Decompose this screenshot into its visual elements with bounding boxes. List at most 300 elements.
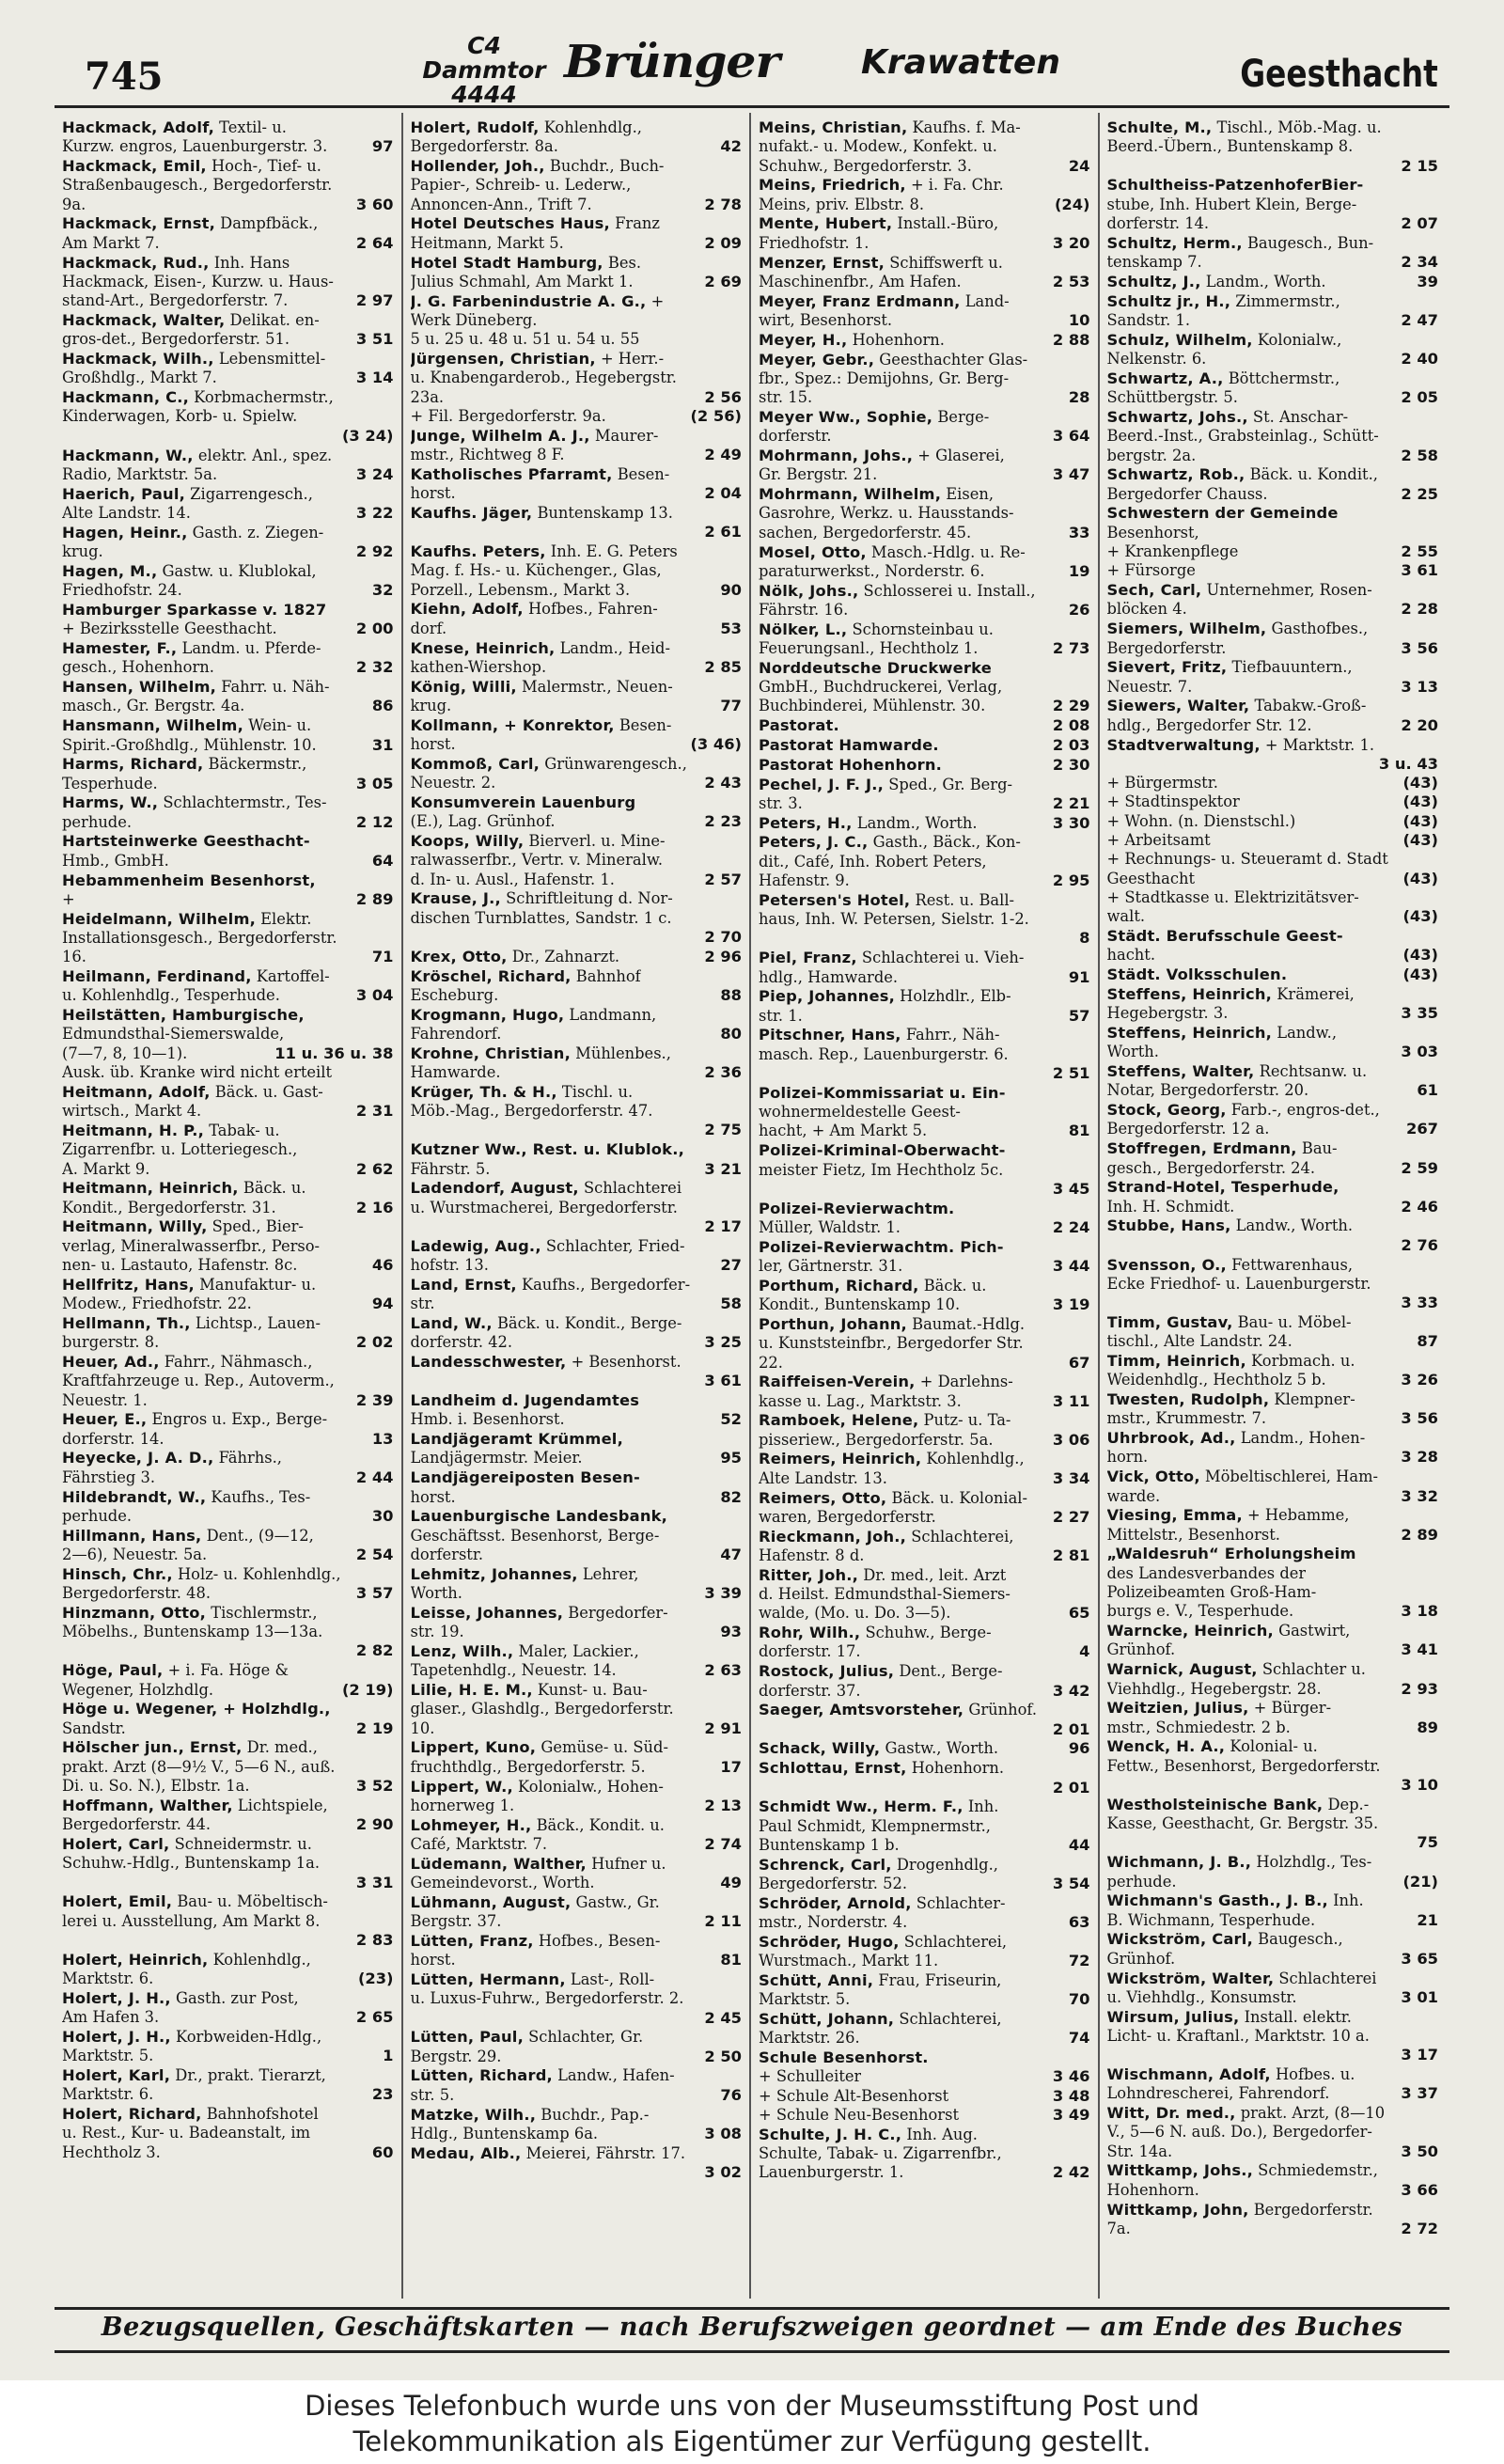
directory-entry [1107,620,1439,658]
phone-number: 2 15 [1401,156,1438,175]
directory-entry [62,157,394,214]
entry-text: Zigarrenfbr. u. Lotteriegesch., [62,1140,298,1159]
entry-line [411,1256,743,1275]
directory-entry [1107,1660,1439,1699]
entry-text: Licht- u. Kraftanl., Marktstr. 10 a. [1106,2026,1370,2045]
phone-number: 3 20 [1052,233,1090,252]
directory-entry [1107,2065,1439,2104]
entry-line [759,1856,1090,1875]
phone-number: (24) [1054,195,1090,213]
phone-number: (2 19) [341,1680,394,1699]
entry-text: Am Markt 7. [62,233,160,252]
footer-rule-top [55,2307,1449,2310]
entry-line [1107,2084,1439,2103]
entry-text: Twesten, Rudolph, Klempner- [1106,1390,1355,1409]
entry-line [1107,2123,1439,2142]
entry-text: u. Knabengarderob., Hegebergstr. [410,369,677,387]
entry-text: blöcken 4. [1106,600,1187,619]
entry-text: (E.), Lag. Grünhof. [410,812,556,831]
entry-line [759,504,1090,523]
directory-entry [62,311,394,350]
directory-entry [411,793,743,832]
directory-entry [62,678,394,716]
directory-entry [411,889,743,947]
directory-entry [759,1084,1090,1141]
directory-entry [759,1971,1090,2010]
entry-line [411,427,743,446]
entry-text: Heilstätten, Hamburgische, [62,1006,305,1025]
entry-line [1107,1467,1439,1486]
directory-entry [1107,1024,1439,1062]
entry-line [62,2008,394,2027]
directory-entry [759,582,1090,620]
entry-line [759,118,1090,137]
phone-number: 2 90 [355,1815,394,1834]
entry-line [62,1217,394,1236]
entry-text: Tapetenhdlg., Neuestr. 14. [410,1661,617,1680]
directory-entry [62,1835,394,1892]
entry-text: Großhdlg., Markt 7. [62,369,217,387]
phone-number: 3 08 [704,2124,742,2142]
directory-entry [759,1933,1090,1971]
directory-entry [62,1122,394,1179]
entry-text: Müller, Waldstr. 1. [759,1217,901,1236]
entry-text: Norddeutsche Druckwerke [759,658,992,677]
entry-line [62,504,394,523]
entry-text: Kasse, Geesthacht, Gr. Bergstr. 35. [1106,1814,1379,1833]
entry-text: u. Wurstmacherei, Bergedorferstr. [410,1198,678,1216]
entry-text: lerei u. Ausstellung, Am Markt 8. [62,1911,321,1930]
entry-line [62,1815,394,1834]
phone-number: 3 66 [1401,2180,1438,2199]
entry-text: + Krankenpflege [1106,542,1239,561]
directory-entry [759,814,1090,833]
directory-entry [62,639,394,678]
phone-number: 10 [1068,310,1090,329]
entry-line [1107,600,1439,619]
entry-line [62,1488,394,1507]
entry-line [411,774,743,793]
entry-text: dorferstr. 42. [410,1333,513,1352]
directory-entry [759,1238,1090,1277]
entry-text: Hackmack, Emil, Hoch-, Tief- u. [62,157,321,176]
entry-line [411,1719,743,1738]
entry-text: Lippert, Kuno, Gemüse- u. Süd- [410,1738,668,1757]
entry-text: krug. [62,542,103,561]
entry-line [1107,620,1439,638]
phone-number: 27 [720,1256,742,1275]
entry-line [411,1044,743,1063]
entry-text: Landesschwester, + Besenhorst. [410,1353,682,1371]
entry-text: Holert, Heinrich, Kohlenhdlg., [62,1950,311,1969]
entry-text: Lütten, Hermann, Last-, Roll- [410,1970,655,1988]
entry-line [1107,850,1439,869]
entry-text: Porzell., Lebensm., Markt 3. [410,580,631,599]
entry-line [62,1777,394,1796]
directory-entry [1107,1737,1439,1795]
entry-text: Stock, Georg, Farb.-, engros-det., [1106,1101,1380,1120]
entry-text: Geesthacht [1106,869,1196,887]
entry-line [411,1410,743,1429]
entry-text: Schuhw., Bergedorferstr. 3. [759,156,972,175]
directory-entry [1107,1970,1439,2008]
phone-number: 2 46 [1401,1197,1438,1216]
entry-line [759,1354,1090,1373]
entry-text: horst. [410,1487,456,1506]
entry-text: Steffens, Heinrich, Landw., [1106,1023,1338,1042]
entry-line [1107,736,1439,755]
entry-line [411,967,743,986]
directory-entry [1107,697,1439,735]
phone-number: 24 [1068,156,1090,175]
entry-text: Heitmann, Markt 5. [410,233,564,252]
phone-number: (23) [357,1970,394,1987]
entry-line [411,658,743,677]
entry-line [759,2010,1090,2029]
phone-number: 91 [1068,967,1090,986]
entry-line [1107,1602,1439,1621]
phone-number: 2 55 [1401,542,1438,561]
entry-line [62,1623,394,1641]
entry-line [411,1006,743,1025]
entry-line [411,388,743,407]
entry-line [62,1122,394,1140]
entry-text: „Waldesruh“ Erholungsheim [1106,1545,1356,1563]
footer-advertisement: Bezugsquellen, Geschäftskarten — nach Berufszweigen geordnet — am Ende des Buches [101,2313,1403,2342]
entry-text: dorferstr. 37. [759,1681,861,1700]
entry-text: Sievert, Fritz, Tiefbauuntern., [1106,658,1353,677]
entry-line [411,1160,743,1179]
entry-line [411,1874,743,1892]
entry-line [1107,1950,1439,1969]
entry-text: Strand-Hotel, Tesperhude, [1106,1178,1340,1197]
phone-number: 3 45 [1052,1179,1090,1198]
entry-text: Schmidt Ww., Herm. F., Inh. [759,1797,999,1816]
entry-line [62,1430,394,1449]
entry-line [759,2067,1090,2086]
entry-line [759,871,1090,890]
directory-entry [411,1604,743,1642]
entry-line [1107,1352,1439,1371]
entry-text: + Stadtkasse u. Elektrizitätsver- [1106,887,1359,906]
phone-number: 2 29 [1052,697,1090,715]
entry-text: kathen-Wiershop. [410,657,547,676]
directory-entry [1107,1139,1439,1178]
entry-line [759,196,1090,214]
entry-line [759,1701,1090,1719]
entry-line [1107,1776,1439,1795]
entry-line [62,1006,394,1025]
entry-text: Ausk. üb. Kranke wird nicht erteilt [62,1063,332,1082]
directory-entry [759,1200,1090,1238]
phone-number: 2 42 [1052,2163,1090,2182]
entry-text: Hölscher jun., Ernst, Dr. med., [62,1738,318,1757]
entry-line [1107,542,1439,561]
phone-number: 3 10 [1401,1776,1438,1795]
phone-number: 87 [1417,1332,1438,1351]
entry-line [1107,1275,1439,1294]
entry-text: Meyer, H., Hohenhorn. [759,330,945,349]
entry-text: Lehmitz, Johannes, Lehrer, [410,1564,639,1583]
entry-line [62,1604,394,1623]
directory-entry [759,408,1090,447]
directory-entry [1107,1853,1439,1891]
entry-line [759,1489,1090,1508]
entry-line [759,968,1090,987]
phone-number: (43) [1402,907,1438,926]
entry-line [1107,1622,1439,1640]
entry-line [62,524,394,542]
directory-entry [1107,465,1439,504]
entry-text: Holert, Rudolf, Kohlenhdlg., [410,118,642,136]
entry-line [1107,1988,1439,2007]
entry-text: Holert, Karl, Dr., prakt. Tierarzt, [62,2065,326,2084]
phone-number: (43) [1402,811,1438,830]
entry-text: Petersen's Hotel, Rest. u. Ball- [759,890,1015,909]
entry-line [759,1103,1090,1122]
entry-line [62,890,394,909]
entry-text: Hdlg., Buntenskamp 6a. [410,2124,599,2142]
entry-line [62,311,394,330]
entry-text: Hackmack, Adolf, Textil- u. [62,118,287,136]
entry-line [62,1892,394,1911]
phone-number: 2 19 [355,1719,394,1737]
entry-text: Jürgensen, Christian, + Herr.- [410,350,665,369]
entry-line [1107,1911,1439,1930]
entry-text: Lühmann, August, Gastw., Gr. [410,1892,660,1911]
entry-text: dischen Turnblattes, Sandstr. 1 c. [410,908,672,927]
entry-text: Weidenhdlg., Hechtholz 5 b. [1106,1371,1326,1389]
entry-line [759,678,1090,697]
phone-number: 3 49 [1052,2106,1090,2125]
entry-text: 5 u. 25 u. 48 u. 51 u. 54 u. 55 [410,330,640,349]
entry-text: Lütten, Richard, Landw., Hafen- [410,2066,675,2085]
entry-line [411,600,743,619]
directory-entry [62,910,394,967]
phone-number: 2 47 [1401,310,1438,329]
phone-number: 2 03 [1052,736,1090,754]
entry-text: u. Viehhdlg., Konsumstr. [1106,1987,1297,2006]
entry-text: ralwasserfbr., Vertr. v. Mineralw. [410,851,663,870]
entry-line [62,291,394,310]
directory-entry [411,118,743,157]
entry-text: Heitmann, Heinrich, Bäck. u. [62,1179,306,1198]
entry-line [1107,2161,1439,2180]
entry-line [411,2048,743,2066]
directory-entry [62,1449,394,1487]
entry-line [411,716,743,735]
entry-line [62,118,394,137]
phone-number: 42 [720,137,742,156]
directory-entry [759,1894,1090,1933]
entry-text: Gr. Bergstr. 21. [759,465,878,484]
entry-line [759,1624,1090,1642]
entry-text: fruchthdlg., Bergedorferstr. 5. [410,1757,646,1776]
entry-line [62,1468,394,1487]
entry-line [411,523,743,541]
entry-line [759,1720,1090,1739]
directory-entry [1107,292,1439,331]
entry-line [411,639,743,658]
entry-line [759,331,1090,350]
entry-line [1107,1236,1439,1255]
entry-text: bergstr. 2a. [1106,446,1197,464]
phone-number: 2 45 [704,2008,742,2027]
phone-number: 2 21 [1052,793,1090,812]
entry-line [1107,2046,1439,2064]
entry-line [1107,1216,1439,1235]
phone-number: 49 [720,1874,742,1892]
phone-number: 75 [1417,1833,1438,1852]
entry-line [1107,793,1439,811]
entry-line [62,986,394,1005]
directory-entry [411,254,743,292]
entry-line [1107,658,1439,677]
entry-line [411,1661,743,1680]
directory-entry [1107,658,1439,697]
directory-entry [411,1932,743,1970]
entry-line [1107,1178,1439,1197]
directory-entry [759,891,1090,949]
entry-text: Städt. Berufsschule Geest- [1106,926,1343,945]
entry-line [1107,214,1439,233]
entry-text: Kiehn, Adolf, Hofbes., Fahren- [410,600,658,619]
entry-line [62,678,394,697]
directory-entry [759,1277,1090,1315]
entry-line [62,214,394,233]
entry-text: gesch., Hohenhorn. [62,658,214,677]
entry-line [62,1738,394,1757]
phone-number: 70 [1068,1990,1090,2009]
entry-line [759,2106,1090,2125]
phone-number: 2 62 [355,1159,394,1178]
entry-text: Bergedorferstr. 8a. [410,137,558,156]
phone-number: 17 [720,1757,742,1776]
entry-text: krug. [410,696,452,714]
entry-line [411,832,743,851]
entry-text: Hackmann, C., Korbmachermstr., [62,388,334,407]
entry-text: Porthum, Richard, Bäck. u. [759,1276,987,1295]
entry-text: Hagen, Heinr., Gasth. z. Ziegen- [62,523,324,541]
entry-text: Vick, Otto, Möbeltischlerei, Ham- [1106,1467,1379,1486]
phone-number: 3 18 [1401,1602,1438,1621]
entry-text: Schwestern der Gemeinde [1106,504,1339,523]
entry-line [1107,1757,1439,1776]
entry-text: Beerd.-Inst., Grabsteinlag., Schütt- [1106,427,1379,446]
entry-text: Menzer, Ernst, Schiffswerft u. [759,253,1003,272]
entry-line [62,1835,394,1854]
entry-line [759,1084,1090,1103]
entry-text: gesch., Bergedorferstr. 24. [1106,1158,1316,1177]
directory-entry [411,1237,743,1276]
entry-line [62,755,394,774]
entry-text: u. Kunststeinfbr., Bergedorfer Str. [759,1334,1024,1353]
entry-text: Bergedorferstr. 12 a. [1106,1120,1270,1138]
phone-number: 28 [1068,388,1090,407]
entry-text: Peters, J. C., Gasth., Bäck., Kon- [759,833,1021,852]
entry-text: d. In- u. Ausl., Hafenstr. 1. [410,870,615,888]
entry-line [1107,292,1439,311]
entry-text: haus, Inh. W. Petersen, Sielstr. 1-2. [759,910,1029,929]
directory-entry [62,1410,394,1449]
directory-entry [411,1044,743,1083]
phone-number: 3 26 [1401,1371,1438,1389]
entry-text: Junge, Wilhelm A. J., Maurer- [410,426,659,445]
directory-entry [759,756,1090,775]
entry-line [411,581,743,600]
entry-line [62,1758,394,1777]
directory-entry [62,755,394,793]
entry-line [1107,888,1439,907]
directory-entry [62,524,394,562]
entry-line [62,1044,394,1063]
entry-text: Nölker, L., Schornsteinbau u. [759,620,994,638]
entry-line [759,1026,1090,1044]
phone-number: 2 05 [1401,388,1438,407]
directory-entry [411,157,743,214]
entry-text: Konsumverein Lauenburg [410,793,636,811]
directory-entry [759,1856,1090,1894]
listing-columns [55,113,1446,2299]
directory-entry [759,2010,1090,2048]
entry-text: warde. [1106,1486,1161,1505]
footer-rule-bottom [55,2350,1449,2353]
entry-text: Bergedorfer Chauss. [1106,484,1268,503]
phone-number: 3 57 [355,1584,394,1603]
entry-text: mstr., Krummestr. 7. [1106,1409,1267,1428]
directory-entry [759,1489,1090,1528]
phone-number: 3 47 [1052,465,1090,484]
phone-number: 60 [371,2142,394,2161]
directory-entry [411,948,743,966]
entry-text: Edmundsthal-Siemerswalde, [62,1025,285,1044]
entry-line [62,196,394,214]
entry-text: Inh. H. Schmidt. [1106,1197,1235,1216]
phone-number: 2 73 [1052,639,1090,658]
entry-line [1107,2008,1439,2027]
entry-line [411,1970,743,1989]
entry-line [1107,581,1439,600]
entry-text: Hmb. i. Besenhorst. [410,1410,565,1429]
entry-text: + Fürsorge [1106,561,1196,580]
entry-line [62,369,394,387]
phone-number: 3 21 [704,1159,742,1178]
phone-number: 2 12 [355,812,394,831]
entry-text: Wurstmach., Markt 11. [759,1952,939,1970]
entry-line [62,1410,394,1429]
entry-text: Heitmann, Adolf, Bäck. u. Gast- [62,1082,323,1101]
phone-number: 3 03 [1401,1043,1438,1061]
entry-line [411,1623,743,1641]
entry-text: horst. [410,1951,456,1970]
phone-number: 93 [720,1623,742,1641]
entry-text: Lauenburgische Landesbank, [410,1507,668,1526]
entry-text: Lohmeyer, H., Bäck., Kondit. u. [410,1815,665,1834]
entry-line [62,716,394,735]
entry-text: mstr., Norderstr. 4. [759,1913,908,1932]
directory-entry [1107,1178,1439,1216]
directory-entry [411,600,743,638]
entry-text: Reimers, Heinrich, Kohlenhdlg., [759,1450,1025,1468]
entry-line [411,1855,743,1874]
entry-line [1107,234,1439,253]
entry-line [759,1662,1090,1681]
entry-text: Krogmann, Hugo, Landmann, [410,1005,657,1024]
entry-text: Harms, W., Schlachtermstr., Tes- [62,793,327,812]
entry-text: Escheburg. [410,985,499,1004]
entry-text: Landjägereiposten Besen- [410,1468,640,1487]
entry-text: Schrenck, Carl, Drogenhdlg., [759,1855,998,1874]
